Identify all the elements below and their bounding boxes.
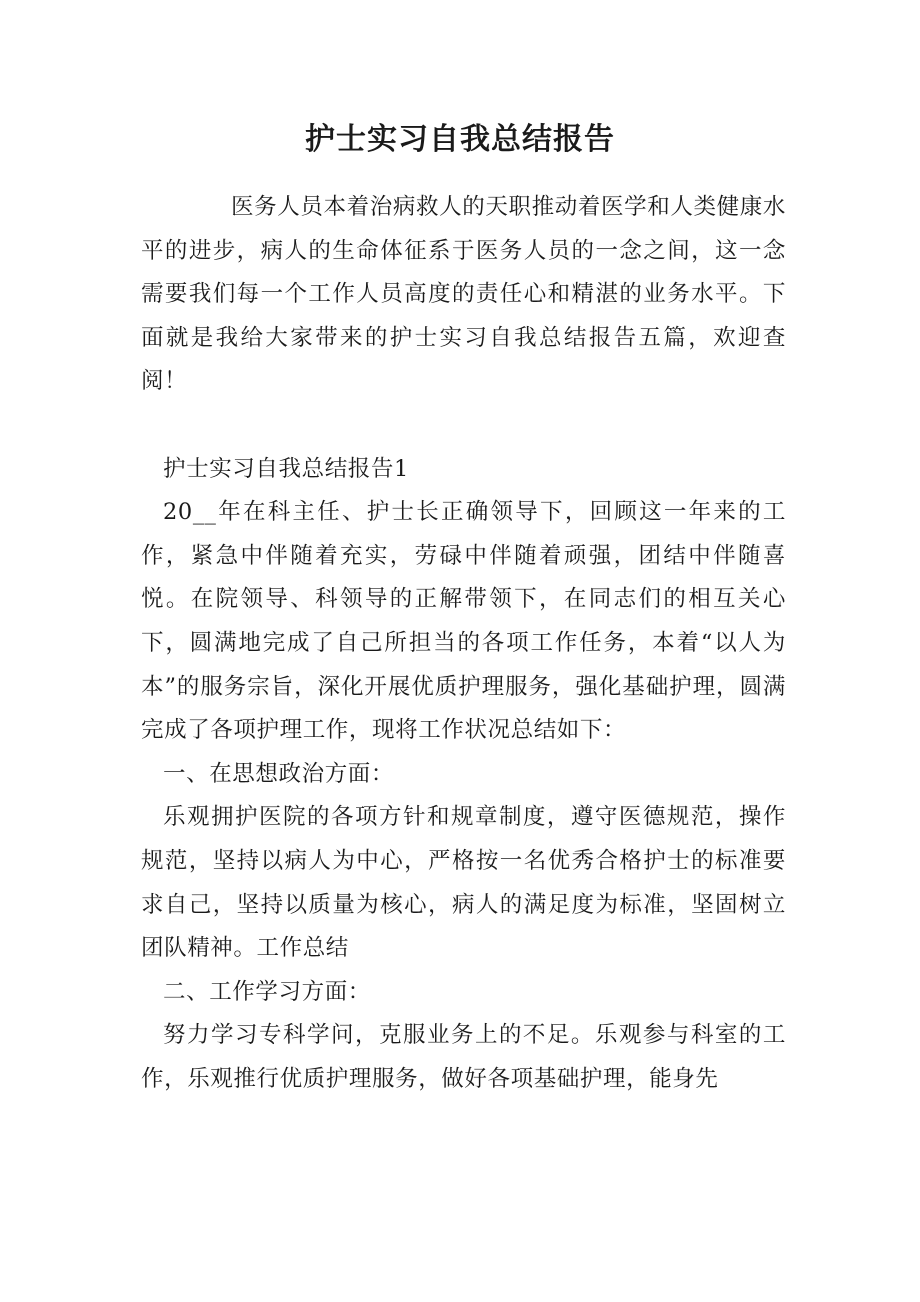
document-title: 护士实习自我总结报告: [305, 122, 615, 157]
body-paragraph: 乐观拥护医院的各项方针和规章制度，遵守医德规范，操作规范，坚持以病人为中心，严格按一名优秀合格护士的标准要求自己，坚持以质量为核心，病人的满足度为标准，坚固树立团队精神。工作总结: [141, 804, 786, 962]
paragraph-spacer: [141, 404, 786, 448]
body-paragraph: 20__年在科主任、护士长正确领导下，回顾这一年来的工作，紧急中伴随着充实，劳碌中伴随着顽强，团结中伴随喜悦。在院领导、科领导的正解带领下，在同志们的相互关心下，圆满地完成了自己所担当的各项工作任务，本着“以人为本”的服务宗旨，深化开展优质护理服务，强化基础护理，圆满完成了各项护理工作，现将工作状况总结如下：: [141, 499, 786, 744]
section-heading-work-study: 二、工作学习方面：: [163, 978, 371, 1005]
body-paragraph: 努力学习专科学问，克服业务上的不足。乐观参与科室的工作，乐观推行优质护理服务，做好各项基础护理，能身先: [141, 1022, 786, 1092]
document-body: [141, 186, 786, 1101]
intro-paragraph: 医务人员本着治病救人的天职推动着医学和人类健康水平的进步，病人的生命体征系于医务人员的一念之间，这一念需要我们每一个工作人员高度的责任心和精湛的业务水平。下面就是我给大家带来的护士实习自我总结报告五篇，欢迎查阅！: [141, 194, 786, 395]
section-heading-report-1: 护士实习自我总结报告1: [163, 455, 409, 482]
section-heading-political: 一、在思想政治方面：: [163, 760, 395, 787]
